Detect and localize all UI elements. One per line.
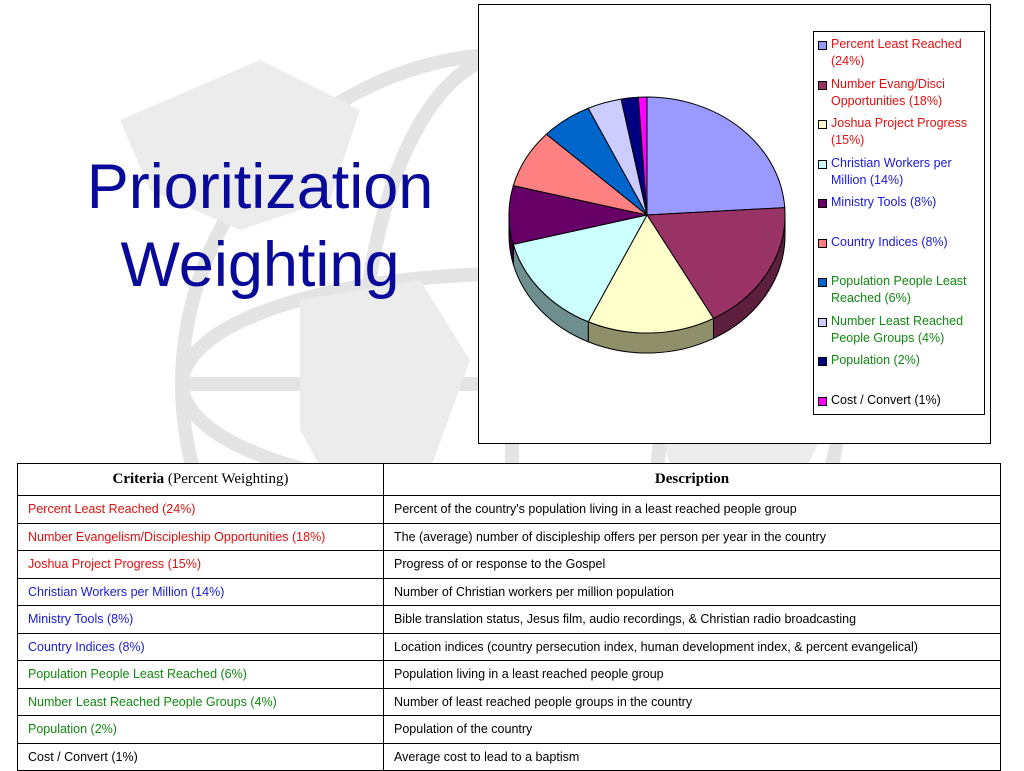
description-cell: Progress of or response to the Gospel	[384, 551, 1001, 579]
legend-swatch	[818, 120, 827, 129]
legend-label: Ministry Tools (8%)	[831, 195, 937, 209]
legend-swatch	[818, 41, 827, 50]
table-row	[18, 661, 1001, 689]
table-row	[18, 743, 1001, 771]
table-row	[18, 688, 1001, 716]
description-column-header: Description	[384, 464, 1001, 496]
table-row	[18, 523, 1001, 551]
legend-swatch	[818, 199, 827, 208]
description-cell: Percent of the country's population living in a least reached people group	[384, 496, 1001, 524]
title-line-2: Weighting	[120, 230, 400, 300]
title-line-1: Prioritization	[86, 152, 434, 222]
chart-legend	[813, 31, 985, 415]
legend-label: Population (2%)	[831, 353, 920, 367]
table-row	[18, 578, 1001, 606]
criteria-column-header: Criteria (Percent Weighting)	[18, 464, 384, 496]
description-cell: Population living in a least reached people group	[384, 661, 1001, 689]
legend-swatch	[818, 318, 827, 327]
description-cell: The (average) number of discipleship offers per person per year in the country	[384, 523, 1001, 551]
legend-label: Number Evang/Disci Opportunities (18%)	[831, 76, 945, 108]
legend-label: Cost / Convert (1%)	[831, 392, 941, 407]
criteria-cell: Joshua Project Progress (15%)	[18, 551, 384, 579]
table-header-row	[18, 464, 1001, 496]
legend-label: Population People Least Reached (6%)	[831, 274, 967, 305]
criteria-cell: Ministry Tools (8%)	[18, 606, 384, 634]
pie-chart-panel	[478, 4, 991, 444]
criteria-cell: Percent Least Reached (24%)	[18, 496, 384, 524]
legend-swatch	[818, 239, 827, 248]
legend-label: Joshua Project Progress (15%)	[831, 116, 968, 147]
criteria-cell: Number Evangelism/Discipleship Opportunities (18%)	[18, 523, 384, 551]
legend-swatch	[818, 278, 827, 287]
page-title	[40, 148, 480, 304]
criteria-cell: Number Least Reached People Groups (4%)	[18, 688, 384, 716]
criteria-cell: Population People Least Reached (6%)	[18, 661, 384, 689]
table-row	[18, 496, 1001, 524]
legend-swatch	[818, 357, 827, 366]
legend-label: Number Least Reached People Groups (4%)	[831, 313, 964, 345]
criteria-cell: Cost / Convert (1%)	[18, 743, 384, 771]
description-cell: Number of least reached people groups in the country	[384, 688, 1001, 716]
description-cell: Location indices (country persecution index, human development index, & percent evangelical)	[384, 633, 1001, 661]
pie-slice	[647, 97, 785, 215]
description-cell: Number of Christian workers per million population	[384, 578, 1001, 606]
description-cell: Population of the country	[384, 716, 1001, 744]
table-row	[18, 551, 1001, 579]
criteria-cell: Christian Workers per Million (14%)	[18, 578, 384, 606]
table-row	[18, 606, 1001, 634]
table-row	[18, 716, 1001, 744]
criteria-cell: Population (2%)	[18, 716, 384, 744]
legend-swatch	[818, 160, 827, 169]
legend-label: Christian Workers per Million (14%)	[831, 155, 952, 187]
legend-label: Country Indices (8%)	[831, 234, 948, 249]
legend-swatch	[818, 397, 827, 406]
legend-label: Percent Least Reached (24%)	[831, 37, 962, 68]
criteria-cell: Country Indices (8%)	[18, 633, 384, 661]
description-cell: Average cost to lead to a baptism	[384, 743, 1001, 771]
description-cell: Bible translation status, Jesus film, audio recordings, & Christian radio broadcasting	[384, 606, 1001, 634]
table-row	[18, 633, 1001, 661]
legend-swatch	[818, 81, 827, 90]
criteria-table	[17, 463, 1001, 771]
